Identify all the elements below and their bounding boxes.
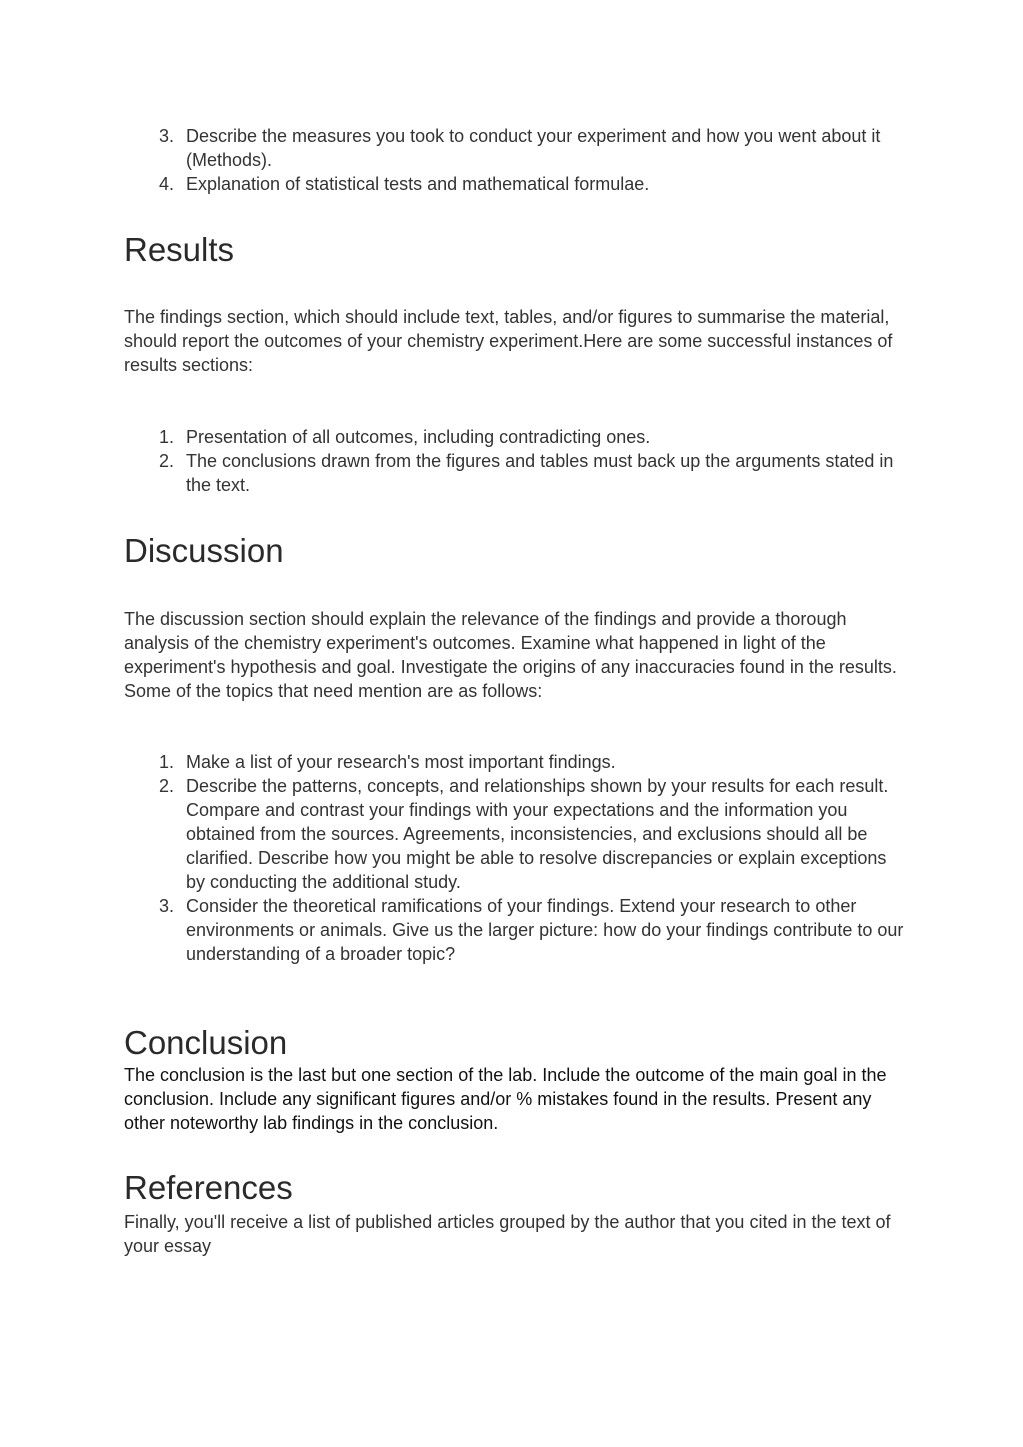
list-item: [124, 774, 904, 894]
references-paragraph: Finally, you'll receive a list of published articles grouped by the author that you cited in the text of your essay: [124, 1212, 891, 1256]
list-number: 1.: [158, 427, 174, 447]
list-item: [124, 894, 904, 966]
discussion-paragraph: The discussion section should explain the relevance of the findings and provide a thorough analysis of the chemistry experiment's outcomes. Examine what happened in light of the experiment's hypothesis and goal. Investigate the origins of any inaccuracies found in the results. Some of the topics that need mention are as follows:: [124, 609, 897, 701]
list-text: Make a list of your research's most important findings.: [186, 752, 616, 772]
results-list: [124, 425, 904, 497]
list-text: Explanation of statistical tests and mathematical formulae.: [186, 174, 650, 194]
conclusion-paragraph: The conclusion is the last but one section of the lab. Include the outcome of the main goal in the conclusion. Include any significant figures and/or % mistakes found in the results. Present any other noteworthy lab findings in the conclusion.: [124, 1065, 887, 1133]
results-heading: Results: [124, 231, 235, 268]
list-number: 2.: [158, 776, 174, 796]
list-text: Describe the patterns, concepts, and relationships shown by your results for each result. Compare and contrast your findings with your expectations and the information you obtained from the sources. Agreements, inconsistencies, and exclusions should all be clarified. Describe how you might be able to resolve discrepancies or explain exceptions by conducting the additional study.: [186, 776, 889, 892]
list-item: [124, 124, 904, 172]
list-item: [124, 449, 904, 497]
methods-list: [124, 124, 904, 196]
list-item: [124, 172, 904, 196]
list-text: Presentation of all outcomes, including contradicting ones.: [186, 427, 651, 447]
document-page: [124, 0, 904, 1258]
list-text: Consider the theoretical ramifications of your findings. Extend your research to other environments or animals. Give us the larger picture: how do your findings contribute to our understanding of a broader topic?: [186, 896, 904, 964]
list-text: The conclusions drawn from the figures and tables must back up the arguments stated in the text.: [186, 451, 894, 495]
list-text: Describe the measures you took to conduct your experiment and how you went about it (Methods).: [186, 126, 881, 170]
discussion-list: [124, 750, 904, 966]
list-number: 1.: [158, 752, 174, 772]
conclusion-heading: Conclusion: [124, 1024, 288, 1061]
list-number: 3.: [158, 896, 174, 916]
results-paragraph: The findings section, which should include text, tables, and/or figures to summarise the material, should report the outcomes of your chemistry experiment.Here are some successful instances of results sections:: [124, 307, 893, 375]
discussion-heading: Discussion: [124, 532, 284, 569]
list-number: 2.: [158, 451, 174, 471]
list-number: 3.: [158, 126, 174, 146]
list-item: [124, 425, 904, 449]
list-number: 4.: [158, 174, 174, 194]
list-item: [124, 750, 904, 774]
references-heading: References: [124, 1169, 293, 1206]
